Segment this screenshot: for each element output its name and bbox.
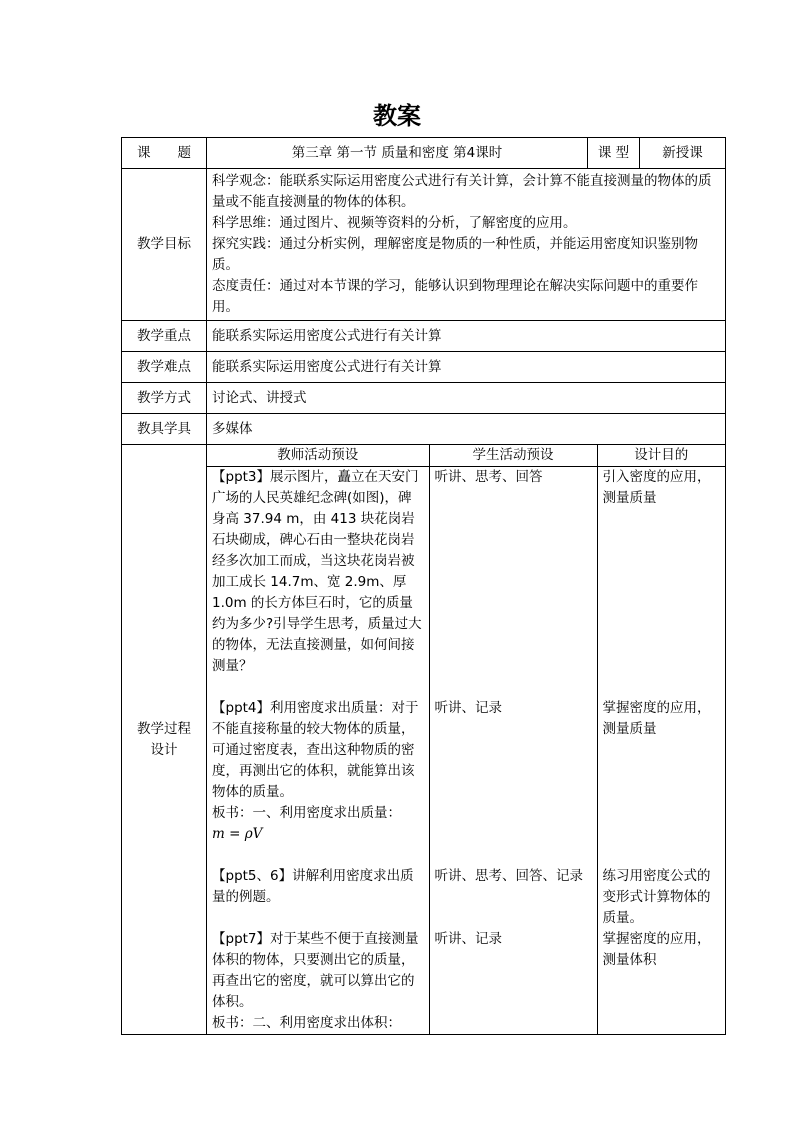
- objectives-content: [207, 169, 726, 321]
- teacher-para: 【ppt7】对于某些不便于直接测量体积的物体，只要测出它的质量，再查出它的密度，就可以算出它的体积。: [212, 931, 419, 1010]
- teacher-para: 板书：一、利用密度求出质量：: [212, 805, 401, 821]
- density-formula: m = ρV: [212, 826, 263, 842]
- process-label: [122, 445, 207, 1035]
- teacher-activities: [207, 467, 429, 1035]
- method-row: [122, 383, 726, 414]
- method-value: 讨论式、讲授式: [207, 383, 726, 414]
- purpose-item: 掌握密度的应用，测量体积: [602, 931, 711, 968]
- col-purpose-header: 设计目的: [597, 445, 725, 467]
- col-student-header: 学生活动预设: [429, 445, 597, 467]
- student-activities: [429, 467, 597, 1035]
- process-table: [207, 445, 725, 1034]
- objective-line: 科学观念：能联系实际运用密度公式进行有关计算，会计算不能直接测量的物体的质量或不能直接测量的物体的体积。: [212, 173, 712, 210]
- tools-row: [122, 414, 726, 445]
- teacher-para: 【ppt4】利用密度求出质量：对于不能直接称量的较大物体的质量，可通过密度表，查出这种物质的密度，再测出它的体积，就能算出该物体的质量。: [212, 700, 419, 800]
- process-label-line: 教学过程: [137, 720, 191, 737]
- student-item: 听讲、思考、回答、记录: [434, 868, 583, 884]
- topic-value: 第三章 第一节 质量和密度 第4课时: [207, 138, 588, 169]
- objective-line: 探究实践：通过分析实例，理解密度是物质的一种性质，并能运用密度知识鉴别物质。: [212, 236, 698, 273]
- purpose-item: 练习用密度公式的变形式计算物体的质量。: [602, 868, 711, 926]
- purpose-item: 掌握密度的应用，测量质量: [602, 700, 711, 737]
- process-row: [122, 445, 726, 1035]
- lesson-plan-table: [121, 137, 726, 1035]
- process-label-line: 设计: [150, 741, 178, 758]
- difficulty-label: 教学难点: [122, 352, 207, 383]
- student-item: 听讲、记录: [434, 931, 502, 947]
- objective-line: 科学思维：通过图片、视频等资料的分析，了解密度的应用。: [212, 215, 577, 231]
- key-point-row: [122, 321, 726, 352]
- objectives-label: 教学目标: [122, 169, 207, 321]
- difficulty-value: 能联系实际运用密度公式进行有关计算: [207, 352, 726, 383]
- topic-label: 课 题: [122, 138, 207, 169]
- col-teacher-header: 教师活动预设: [207, 445, 429, 467]
- key-point-label: 教学重点: [122, 321, 207, 352]
- teacher-para: 【ppt5、6】讲解利用密度求出质量的例题。: [212, 868, 414, 905]
- objective-line: 态度责任：通过对本节课的学习，能够认识到物理理论在解决实际问题中的重要作用。: [212, 278, 698, 315]
- objectives-row: [122, 169, 726, 321]
- method-label: 教学方式: [122, 383, 207, 414]
- teacher-para: 【ppt3】展示图片，矗立在天安门广场的人民英雄纪念碑(如图)，碑身高 37.94 m，由 413 块花岗岩石块砌成，碑心石由一整块花岗岩经多次加工而成，当这块花岗岩被加工成长 14.7m、宽 2.9m、厚 1.0m 的长方体巨石时，它的质量约为多少?引导学生思考，质量过大的物体，无法直接测量，如何间接测量？: [212, 469, 422, 674]
- page-title: 教案: [373, 102, 421, 130]
- type-label: 课 型: [588, 138, 640, 169]
- process-content: [207, 445, 726, 1035]
- purpose-item: 引入密度的应用，测量质量: [602, 469, 711, 506]
- teacher-para: 板书：二、利用密度求出体积：: [212, 1015, 401, 1031]
- tools-value: 多媒体: [207, 414, 726, 445]
- process-body-row: [207, 467, 725, 1035]
- student-item: 听讲、思考、回答: [434, 469, 543, 485]
- difficulty-row: [122, 352, 726, 383]
- topic-row: [122, 138, 726, 169]
- process-header-row: [207, 445, 725, 467]
- tools-label: 教具学具: [122, 414, 207, 445]
- design-purposes: [597, 467, 725, 1035]
- key-point-value: 能联系实际运用密度公式进行有关计算: [207, 321, 726, 352]
- student-item: 听讲、记录: [434, 700, 502, 716]
- type-value: 新授课: [640, 138, 726, 169]
